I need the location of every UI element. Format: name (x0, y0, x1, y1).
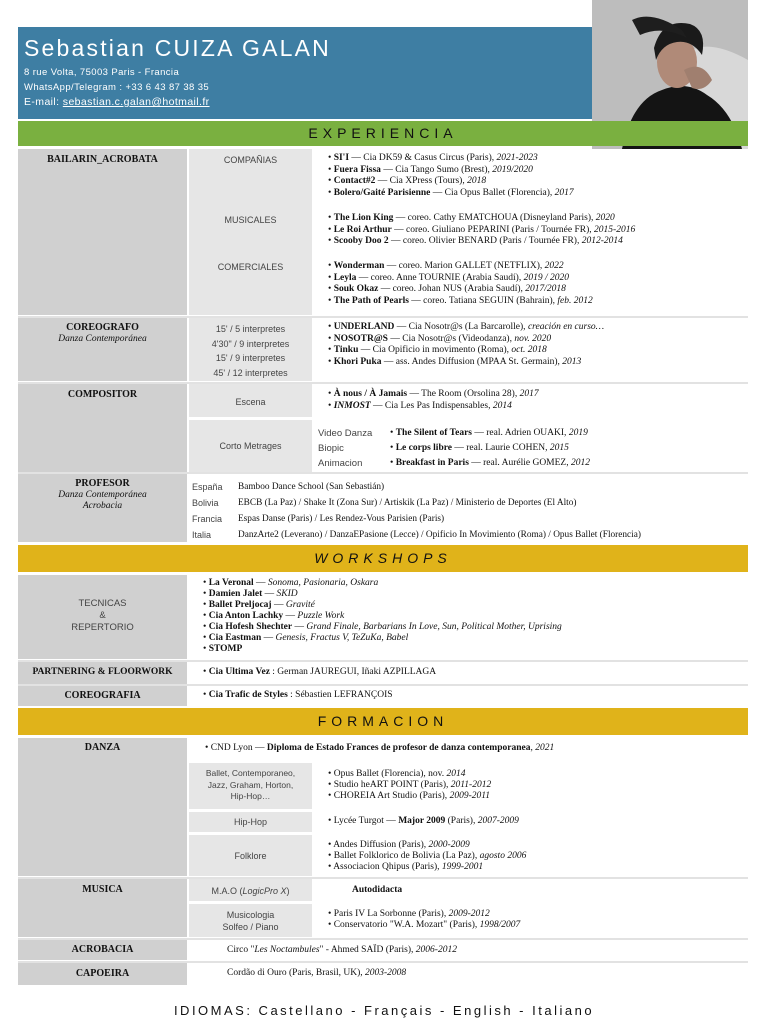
list-hiphop (328, 816, 519, 828)
divider (18, 961, 748, 963)
list-item: • INMOST — Cia Les Pas Indispensables, 2014 (328, 400, 512, 411)
address: 8 rue Volta, 75003 Paris - Francia (24, 67, 180, 78)
list-item: • SI'I — Cia DK59 & Casus Circus (Paris), 2021-2023 (328, 153, 538, 163)
sublabel-danza-contemporanea: Danza Contemporánea (58, 334, 147, 344)
list-item: • Wonderman — coreo. Marion GALLET (NETFLIX), 2022 (328, 261, 564, 271)
list-ballet (328, 769, 491, 802)
sublabel-musicales: MUSICALES (224, 215, 277, 225)
autodidacta: Autodidacta (352, 885, 403, 895)
list-tecnicas (203, 578, 562, 655)
divider (18, 660, 748, 662)
list-musica (328, 909, 520, 931)
corto-categories: Video Danza Biopic Animacion (318, 428, 373, 469)
list-musicales (328, 213, 635, 248)
list-item: • Tinku — Cia Opificio in movimento (Roma), oct. 2018 (328, 345, 547, 355)
full-name: Sebastian CUIZA GALAN (24, 35, 331, 61)
cnd-lyon-item: • CND Lyon — Diploma de Estado Frances de profesor de danza contemporanea, 2021 (205, 743, 555, 753)
divider (18, 316, 748, 318)
divider (18, 938, 748, 940)
list-item: • Le corps libre — real. Laurie COHEN, 2015 (390, 443, 569, 453)
list-item: • STOMP (203, 644, 243, 654)
list-item: • Cia Hofesh Shechter — Grand Finale, Barbarians In Love, Sun, Political Mother, Uprising (203, 622, 562, 632)
phone: WhatsApp/Telegram : +33 6 43 87 38 35 (24, 82, 210, 93)
list-item: • Breakfast in Paris — real. Aurélie GOMEZ, 2012 (390, 458, 590, 468)
label-partnering: PARTNERING & FLOORWORK (32, 667, 173, 677)
divider (18, 382, 748, 384)
divider (18, 472, 748, 474)
coreografia-item: • Cia Trafic de Styles : Sébastien LEFRANÇOIS (203, 690, 393, 700)
list-item: • Souk Okaz — coreo. Johan NUS (Arabia Saudí), 2017/2018 (328, 284, 566, 294)
list-item: • Khori Puka — ass. Andes Diffusion (MPAA St. Germain), 2013 (328, 356, 582, 367)
list-companias (328, 153, 574, 199)
label-coreografia: COREOGRAFIA (64, 690, 141, 701)
sublabel-folklore: Folklore (234, 851, 267, 861)
email-link[interactable]: sebastian.c.galan@hotmail.fr (62, 96, 210, 108)
list-item: • The Silent of Tears — real. Adrien OUAKI, 2019 (390, 428, 588, 438)
list-item: • Lycée Turgot — Major 2009 (Paris), 2007-2009 (328, 816, 519, 826)
divider (18, 684, 748, 686)
sublabel-hiphop: Hip-Hop (233, 817, 267, 827)
label-block-danza (18, 738, 187, 876)
list-item: • Scooby Doo 2 — coreo. Olivier BENARD (Paris / Tournée FR), 2012-2014 (328, 236, 623, 246)
list-item: • Contact#2 — Cia XPress (Tours), 2018 (328, 176, 487, 186)
profesor-schools: Bamboo Dance School (San Sebastián) EBCB (La Paz) / Shake It (Zona Sur) / Artiskik (La Paz) / Ministerio de Deportes (El Alto) Espas Danse (Paris) / Les Rendez-Vous Parisien (Paris) DanzArte2 (Leverano) / DanzaEPasione (Lecce) / Opificio In Movimiento (Roma) / Opus Ballet (Florencia) (238, 482, 641, 540)
list-item: • Studio heART POINT (Paris), 2011-2012 (328, 780, 492, 790)
list-item: • Cia Eastman — Genesis, Fractus V, TeZuKa, Babel (203, 633, 409, 643)
list-item: • UNDERLAND — Cia Nosotr@s (La Barcarolle), creación en curso… (328, 322, 605, 332)
interpretes-list: 15' / 5 interpretes 4'30" / 9 interpretes 15' / 9 interpretes 45' / 12 interpretes (211, 324, 290, 378)
label-profesor: PROFESOR Danza Contemporánea Acrobacia (58, 478, 147, 511)
list-comerciales (328, 261, 593, 307)
acrobacia-item: Circo "Les Noctambules" - Ahmed SAÏD (Paris), 2006-2012 (227, 945, 457, 955)
list-item: • Ballet Folklorico de Bolivia (La Paz), agosto 2006 (328, 851, 527, 861)
list-coreografo (328, 322, 604, 368)
divider (18, 877, 748, 879)
list-item: • Le Roi Arthur — coreo. Giuliano PEPARINI (Paris / Tournée FR), 2015-2016 (328, 224, 636, 235)
capoeira-item: Cordão di Ouro (Paris, Brasil, UK), 2003-2008 (227, 968, 407, 978)
section-header-workshops: WORKSHOPS (18, 545, 748, 572)
section-header-formacion: FORMACION (18, 708, 748, 735)
list-item: • NOSOTR@S — Cia Nosotr@s (Videodanza), nov. 2020 (328, 333, 552, 344)
list-corto (390, 426, 590, 471)
list-item: • Andes Diffusion (Paris), 2000-2009 (328, 840, 470, 850)
label-capoeira: CAPOEIRA (75, 968, 130, 979)
list-item: • Damien Jalet — SKID (203, 589, 298, 599)
label-musica: MUSICA (82, 884, 123, 895)
list-item: • Associacion Qhipus (Paris), 1999-2001 (328, 862, 484, 872)
sublabel-ballet: Ballet, Contemporaneo, Jazz, Graham, Horton, Hip-Hop… (205, 768, 296, 801)
list-item: • The Path of Pearls — coreo. Tatiana SEGUIN (Bahrain), feb. 2012 (328, 295, 593, 306)
list-item: • Cia Anton Lachky — Puzzle Work (203, 611, 345, 621)
label-bailarin: BAILARIN_ACROBATA (47, 154, 158, 165)
list-item: • Opus Ballet (Florencia), nov. 2014 (328, 769, 466, 779)
idiomas-footer: IDIOMAS: Castellano - Français - English - Italiano (173, 1003, 595, 1018)
list-item: • À nous / À Jamais — The Room (Orsolina 28), 2017 (328, 389, 539, 399)
label-danza: DANZA (84, 742, 121, 753)
email-line (24, 96, 210, 108)
list-item: • La Veronal — Sonoma, Pasionaria, Oskara (203, 578, 379, 588)
profesor-countries: España Bolivia Francia Italia (192, 482, 223, 540)
sublabel-comerciales: COMERCIALES (217, 262, 284, 272)
sublabel-musicologia: Musicologia Solfeo / Piano (222, 910, 279, 932)
email-prefix: E-mail: (24, 96, 63, 108)
header-banner (18, 27, 592, 119)
list-item: • Leyla — coreo. Anne TOURNIE (Arabia Saudí), 2019 / 2020 (328, 272, 569, 283)
label-block-bailarin (18, 149, 187, 315)
section-header-experiencia: EXPERIENCIA (18, 121, 748, 146)
label-tecnicas-repertorio: TECNICAS & REPERTORIO (71, 598, 134, 633)
label-compositor: COMPOSITOR (67, 389, 138, 400)
list-item: • Fuera Fissa — Cia Tango Sumo (Brest), 2019/2020 (328, 164, 533, 175)
sub-block-bailarin (189, 149, 312, 315)
sublabel-escena: Escena (235, 397, 266, 407)
list-item: • Bolero/Gaité Parisienne — Cia Opus Ballet (Florencia), 2017 (328, 187, 574, 198)
list-item: • Paris IV La Sorbonne (Paris), 2009-2012 (328, 909, 490, 919)
label-acrobacia: ACROBACIA (71, 944, 134, 955)
list-item: • Ballet Preljocaj — Gravité (203, 600, 315, 610)
sublabel-corto-metrages: Corto Metrages (219, 441, 282, 451)
list-item: • CHOREIA Art Studio (Paris), 2009-2011 (328, 791, 491, 801)
partnering-item: • Cia Ultima Vez : German JAUREGUI, Iñaki AZPILLAGA (203, 667, 437, 677)
list-escena (328, 389, 539, 412)
sublabel-mao: M.A.O (LogicPro X) (211, 886, 290, 896)
list-item: • The Lion King — coreo. Cathy EMATCHOUA (Disneyland Paris), 2020 (328, 213, 615, 223)
list-folklore (328, 840, 526, 873)
label-coreografo: COREOGRAFO Danza Contemporánea (18, 322, 187, 344)
sublabel-companias: COMPAÑIAS (223, 155, 278, 165)
list-item: • Conservatorio "W.A. Mozart" (Paris), 1998/2007 (328, 920, 521, 930)
